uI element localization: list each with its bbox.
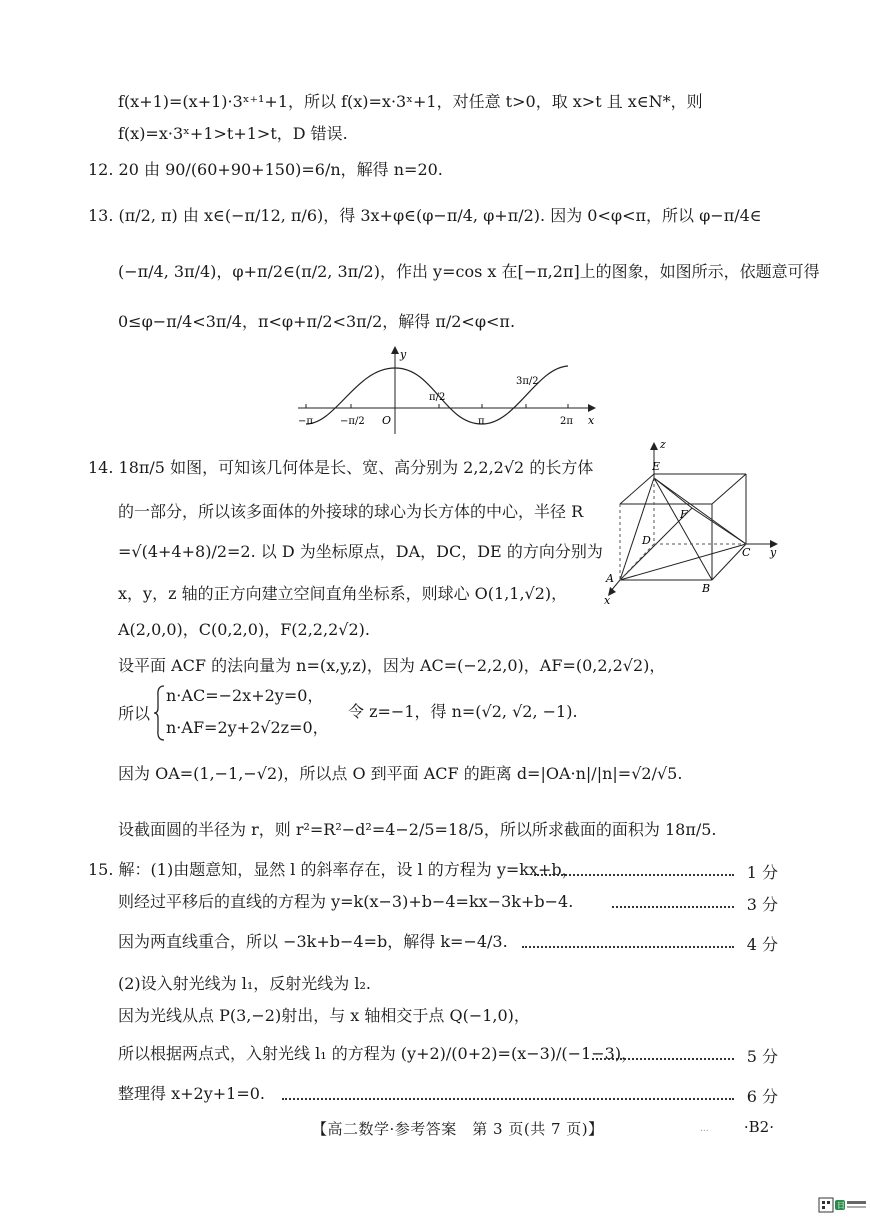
vertex-B: B: [702, 582, 711, 595]
system-eq1: n·AC=−2x+2y=0，: [166, 686, 324, 705]
question-15-line4: (2)设入射光线为 l₁，反射光线为 l₂.: [118, 974, 371, 993]
vertex-F: F: [680, 508, 688, 521]
cuboid-figure: [602, 440, 782, 608]
axis-z: z: [660, 440, 666, 451]
question-15-line6: 所以根据两点式，入射光线 l₁ 的方程为 (y+2)/(0+2)=(x−3)/(−1−3)，: [118, 1044, 638, 1063]
page-footer: 【高二数学·参考答案 第 3 页(共 7 页)】: [312, 1120, 604, 1138]
dot-leader: [534, 874, 734, 876]
question-14-line3: =√(4+4+8)/2=2. 以 D 为坐标原点，DA，DC，DE 的方向分别为: [118, 542, 603, 561]
cosine-graph: [296, 344, 606, 436]
vertex-C: C: [742, 546, 751, 559]
question-15-line1: 15. 解：(1)由题意知，显然 l 的斜率存在，设 l 的方程为 y=kx+b，: [88, 860, 578, 879]
dot-leader: [612, 906, 734, 908]
axis-y: y: [770, 546, 777, 559]
vertex-D: D: [642, 534, 651, 547]
system-label: 所以: [118, 704, 151, 723]
text-line: f(x+1)=(x+1)·3ˣ⁺¹+1，所以 f(x)=x·3ˣ+1，对任意 t>0，取 x>t 且 x∈N*，则: [118, 92, 703, 111]
graph-label-two-pi: 2π: [560, 416, 573, 427]
question-13-line1: 13. (π/2, π) 由 x∈(−π/12, π/6)，得 3x+φ∈(φ−π/4, φ+π/2). 因为 0<φ<π，所以 φ−π/4∈: [88, 206, 762, 225]
graph-label-neg-half-pi: −π/2: [340, 416, 365, 427]
question-14-line4: x，y，z 轴的正方向建立空间直角坐标系，则球心 O(1,1,√2)，: [118, 584, 568, 603]
graph-label-pi: π: [478, 416, 485, 427]
graph-label-x: x: [588, 414, 595, 427]
question-14-line6: 设平面 ACF 的法向量为 n=(x,y,z)，因为 AC=(−2,2,0)，AF=(0,2,2√2)，: [118, 656, 666, 675]
question-14-line8: 因为 OA=(1,−1,−√2)，所以点 O 到平面 ACF 的距离 d=|OA·n|/|n|=√2/√5.: [118, 764, 683, 783]
page-code: ·B2·: [743, 1118, 774, 1136]
question-13-line2: (−π/4, 3π/4)，φ+π/2∈(π/2, 3π/2)，作出 y=cos x 在[−π,2π]上的图象，如图所示，依题意可得: [118, 262, 820, 281]
system-eq2: n·AF=2y+2√2z=0，: [166, 718, 329, 737]
graph-label-neg-pi: −π: [298, 416, 313, 427]
graph-label-origin: O: [382, 414, 392, 427]
dot-leader: [522, 946, 734, 948]
text-line: f(x)=x·3ˣ+1>t+1>t，D 错误.: [118, 124, 348, 143]
question-13-line3: 0≤φ−π/4<3π/4，π<φ+π/2<3π/2，解得 π/2<φ<π.: [118, 312, 516, 331]
question-14-line2: 的一部分，所以该多面体的外接球的球心为长方体的中心，半径 R: [118, 502, 584, 521]
faint-mark: ...: [700, 1124, 709, 1134]
watermark-logo-text: 日: [837, 1201, 845, 1210]
question-12: 12. 20 由 90/(60+90+150)=6/n，解得 n=20.: [88, 160, 443, 179]
dot-leader: [592, 1058, 734, 1060]
system-result: 令 z=−1，得 n=(√2, √2, −1).: [348, 702, 578, 721]
graph-label-y: y: [400, 348, 407, 361]
dot-leader: [282, 1098, 734, 1100]
score-1: 1 分: [746, 863, 778, 882]
graph-label-half-pi: π/2: [429, 392, 446, 403]
brace-icon: [152, 684, 166, 742]
question-15-line7: 整理得 x+2y+1=0.: [118, 1084, 265, 1103]
question-15-line2: 则经过平移后的直线的方程为 y=k(x−3)+b−4=kx−3k+b−4.: [118, 892, 574, 911]
vertex-E: E: [652, 460, 661, 473]
question-15-line5: 因为光线从点 P(3,−2)射出，与 x 轴相交于点 Q(−1,0)，: [118, 1006, 530, 1025]
question-14-line1: 14. 18π/5 如图，可知该几何体是长、宽、高分别为 2,2,2√2 的长方体: [88, 458, 594, 477]
question-14-line5: A(2,0,0)，C(0,2,0)，F(2,2,2√2).: [118, 620, 370, 639]
vertex-A: A: [606, 572, 614, 585]
score-5: 5 分: [746, 1047, 778, 1066]
question-14-line9: 设截面圆的半径为 r，则 r²=R²−d²=4−2/5=18/5，所以所求截面的面积为 18π/5.: [118, 820, 717, 839]
question-15-line3: 因为两直线重合，所以 −3k+b−4=b，解得 k=−4/3.: [118, 932, 508, 951]
score-3: 3 分: [746, 895, 778, 914]
watermark-logo-icon: [818, 1196, 868, 1214]
axis-x: x: [604, 594, 611, 607]
score-4: 4 分: [746, 935, 778, 954]
graph-label-three-half-pi: 3π/2: [516, 376, 539, 387]
score-6: 6 分: [746, 1087, 778, 1106]
